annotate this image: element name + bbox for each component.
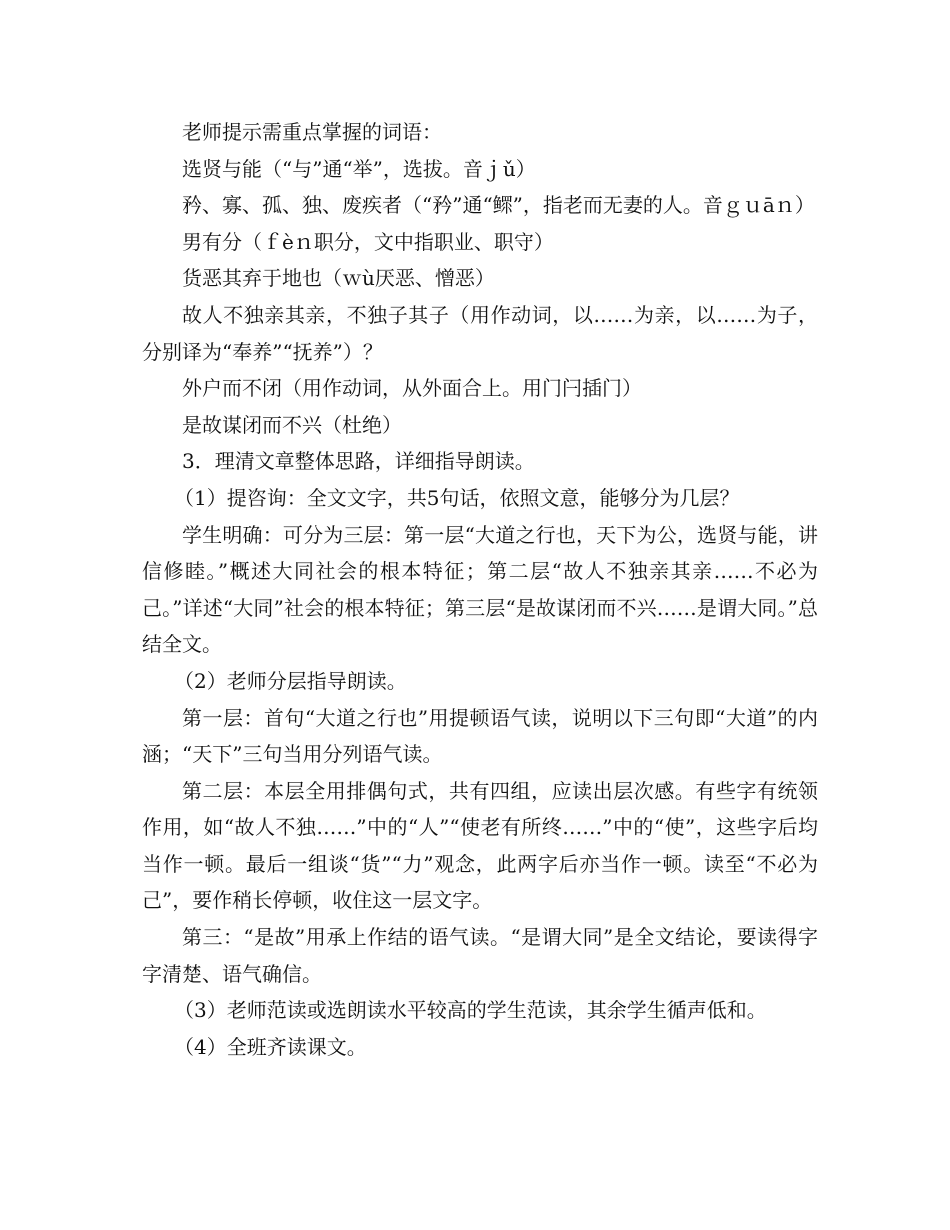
paragraph-layer-3: 第三：“是故”用承上作结的语气读。“是谓大同”是全文结论，要读得字字清楚、语气确信。	[142, 925, 818, 986]
paragraph-vocab-5: 故人不独亲其亲，不独子其子（用作动词，以……为亲，以……为子，分别译为“奉养”“抚养”）？	[142, 302, 818, 364]
paragraph-vocab-7: 是故谋闭而不兴（杜绝）	[182, 412, 402, 437]
paragraph-student-answer: 学生明确：可分为三层：第一层“大道之行也，天下为公，选贤与能，讲信修睦。”概述大同社会的根本特征；第二层“故人不独亲其亲……不必为己。”详述“大同”社会的根本特征；第三层“是故谋闭而不兴……是谓大同。”总结全文。	[142, 522, 818, 657]
paragraph-step-1: （1）提咨询：全文文字，共5句话，依照文意，能够分为几层？	[174, 485, 740, 510]
paragraph-vocab-4: 货恶其弃于地也（ｗù厌恶、憎恶）	[182, 266, 495, 291]
paragraph-layer-1: 第一层：首句“大道之行也”用提顿语气读，说明以下三句即“大道”的内涵；“天下”三句当用分列语气读。	[142, 705, 818, 767]
paragraph-step-3: （3）老师范读或选朗读水平较高的学生范读，其余学生循声低和。	[174, 998, 767, 1023]
document-body	[142, 114, 818, 1065]
paragraph-step-4: （4）全班齐读课文。	[174, 1034, 367, 1059]
paragraph-step-2: （2）老师分层指导朗读。	[174, 668, 407, 693]
paragraph-vocab-6: 外户而不闭（用作动词，从外面合上。用门闩插门）	[182, 376, 642, 401]
paragraph-intro: 老师提示需重点掌握的词语：	[182, 120, 442, 144]
paragraph-vocab-1: 选贤与能（“与”通“举”，选拔。音ｊǔ）	[182, 156, 536, 181]
paragraph-layer-2: 第二层：本层全用排偶句式，共有四组，应读出层次感。有些字有统领作用，如“故人不独……”中的“人”“使老有所终……”中的“使”，这些字后均当作一顿。最后一组谈“货”“力”观念，此两字后亦当作一顿。读至“不必为己”，要作稍长停顿，收住这一层文字。	[142, 778, 818, 913]
paragraph-vocab-2: 矜、寡、孤、独、废疾者（“矜”通“鳏”，指老而无妻的人。音ｇｕāｎ）	[182, 193, 815, 218]
paragraph-vocab-3: 男有分（ｆèｎ职分，文中指职业、职守）	[182, 229, 554, 254]
paragraph-section-3: 3．理清文章整体思路，详细指导朗读。	[182, 449, 535, 474]
